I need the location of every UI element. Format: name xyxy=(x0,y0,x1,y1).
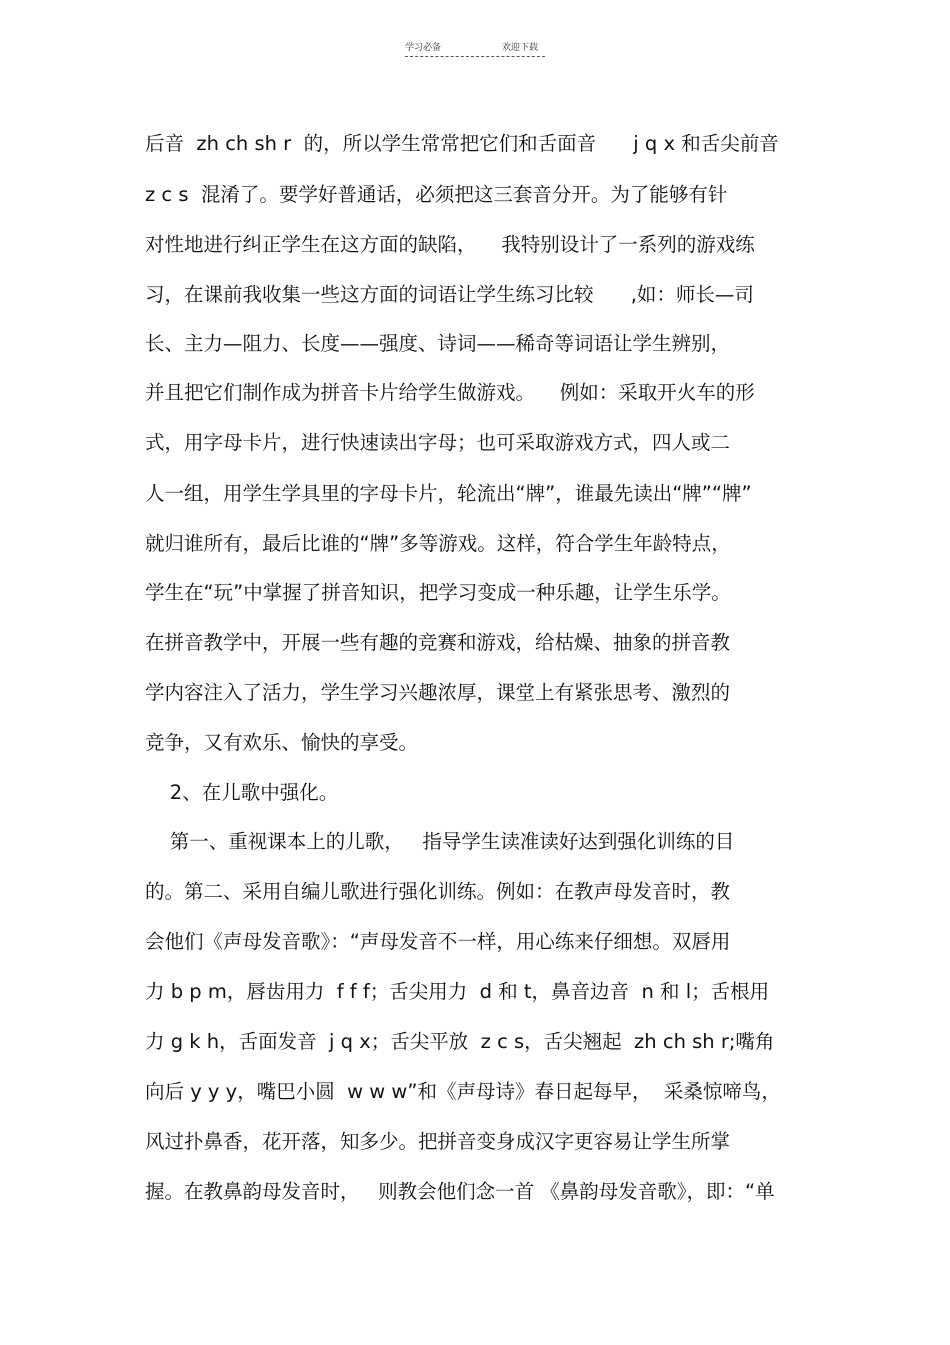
text-line: 会他们《声母发音歌》：“声母发音不一样，用心练来仔细想。双唇用 xyxy=(145,930,731,953)
text-line: 握。在教鼻韵母发音时， 则教会他们念一首 《鼻韵母发音歌》，即：“单 xyxy=(145,1180,775,1203)
text-line: 就归谁所有，最后比谁的“牌”多等游戏。这样，符合学生年龄特点， xyxy=(145,532,731,555)
text-line: 在拼音教学中，开展一些有趣的竞赛和游戏，给枯燥、抽象的拼音教 xyxy=(145,631,731,654)
text-line: 后音 zh ch sh r 的，所以学生常常把它们和舌面音 j q x 和舌尖前音 xyxy=(145,132,779,155)
text-line: 力 b p m，唇齿用力 f f f；舌尖用力 d 和 t，鼻音边音 n 和 l；舌根用 xyxy=(145,980,770,1003)
header-left-text: 学习必备 xyxy=(405,43,442,53)
text-line: 对性地进行纠正学生在这方面的缺陷， 我特别设计了一系列的游戏练 xyxy=(145,233,755,256)
text-line: 学生在“玩”中掌握了拼音知识，把学习变成一种乐趣，让学生乐学。 xyxy=(145,581,731,604)
text-line: 向后 y y y，嘴巴小圆 w w w”和《声母诗》春日起每早， 采桑惊啼鸟， xyxy=(145,1080,781,1103)
header-right-text: 欢迎下载 xyxy=(502,43,539,53)
text-line: 竞争，又有欢乐、愉快的享受。 xyxy=(145,731,419,754)
text-line: 式，用字母卡片，进行快速读出字母；也可采取游戏方式，四人或二 xyxy=(145,431,731,454)
text-line: 习，在课前我收集一些这方面的词语让学生练习比较 ,如：师长—司 xyxy=(145,283,754,306)
text-line: 的。第二、采用自编儿歌进行强化训练。例如：在教声母发音时，教 xyxy=(145,880,731,903)
text-line: 长、主力—阻力、长度——强度、诗词——稀奇等词语让学生辨别， xyxy=(145,332,731,355)
text-line: 力 g k h，舌面发音 j q x；舌尖平放 z c s，舌尖翘起 zh ch sh r;嘴角 xyxy=(145,1030,775,1053)
text-line: 风过扑鼻香，花开落，知多少。把拼音变身成汉字更容易让学生所掌 xyxy=(145,1130,731,1153)
section-heading: 2、在儿歌中强化。 xyxy=(145,781,339,804)
text-line: 并且把它们制作成为拼音卡片给学生做游戏。 例如：采取开火车的形 xyxy=(145,381,755,404)
text-line: 学内容注入了活力，学生学习兴趣浓厚，课堂上有紧张思考、激烈的 xyxy=(145,681,731,704)
page-header xyxy=(405,38,545,57)
text-line: 第一、重视课本上的儿歌， 指导学生读准读好达到强化训练的目 xyxy=(145,830,735,853)
text-line: z c s 混淆了。要学好普通话，必须把这三套音分开。为了能够有针 xyxy=(145,183,728,206)
text-line: 人一组，用学生学具里的字母卡片，轮流出“牌”，谁最先读出“牌”“牌” xyxy=(145,482,752,505)
